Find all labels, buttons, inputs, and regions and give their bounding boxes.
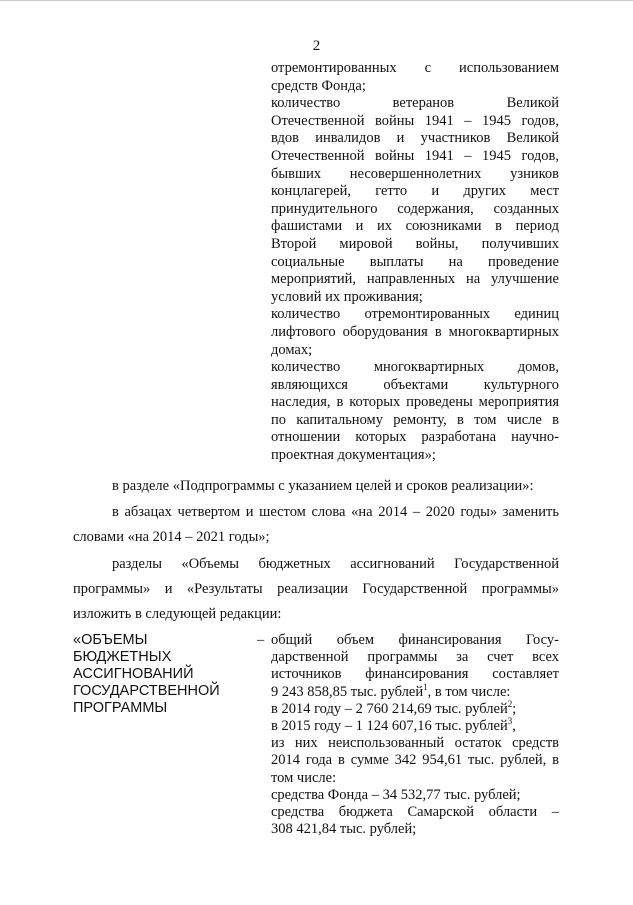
text-line: вдов инвалидов и участников Великой	[271, 130, 559, 147]
text-line: домах;	[271, 341, 313, 358]
paragraph-replace-words: в абзацах четвертом и шестом слова «на 2014 – 2020 годы» заменить	[112, 504, 559, 520]
paragraph-sections: разделы «Объемы бюджетных ассигнований Государственной	[112, 556, 559, 572]
paragraph-subprograms: в разделе «Подпрограммы с указанием целей и сроков реализации»:	[112, 478, 534, 494]
text-line: количество многоквартирных домов,	[271, 359, 559, 376]
label-dash: –	[257, 632, 265, 648]
text-line: по капитальному ремонту, в том числе в	[271, 411, 559, 428]
text-line: средства бюджета Самарской области –	[271, 804, 559, 821]
text-line: концлагерей, гетто и других мест	[271, 183, 559, 200]
funding-block-label	[73, 632, 243, 717]
text-line: мероприятий, направленных на улучшение	[271, 271, 559, 288]
text-line: бывших несовершеннолетних узников	[271, 165, 559, 182]
text-line: наследия, в которых проведены мероприятия	[271, 394, 559, 411]
text-line: принудительного содержания, созданных	[271, 200, 559, 217]
funding-block-text	[271, 632, 559, 838]
text-line: Отечественной войны 1941 – 1945 годов,	[271, 112, 559, 129]
text-line: количество ветеранов Великой	[271, 95, 559, 112]
indicators-column	[271, 60, 559, 465]
label-line: АССИГНОВАНИЙ	[73, 666, 194, 682]
text-line: Отечественной войны 1941 – 1945 годов,	[271, 147, 559, 164]
text-line	[271, 718, 559, 735]
text-line: социальные выплаты на проведение	[271, 253, 559, 270]
page-number: 2	[312, 38, 321, 54]
text-line	[271, 698, 559, 718]
text-line: лифтового оборудования в многоквартирных	[271, 323, 559, 340]
text-line: Второй мировой войны, получивших	[271, 235, 559, 252]
text-line: 308 421,84 тыс. рублей;	[271, 821, 417, 838]
text-line: проектная документация»;	[271, 447, 436, 464]
text-line: являющихся объектами культурного	[271, 376, 559, 393]
amount-2014: в 2014 году – 2 760 214,69 тыс. рублей	[271, 700, 508, 717]
text-line: условий их проживания;	[271, 288, 423, 305]
text-fragment: ,	[512, 718, 516, 735]
label-line: БЮДЖЕТНЫХ	[73, 649, 172, 665]
text-line: общий объем финансирования Госу-	[271, 632, 559, 648]
amount-2015: в 2015 году – 1 124 607,16 тыс. рублей	[271, 718, 508, 735]
scan-top-edge	[0, 0, 633, 1]
text-line: средств Фонда;	[271, 77, 366, 94]
text-fragment: ;	[512, 700, 517, 717]
label-line: ГОСУДАРСТВЕННОЙ	[73, 683, 220, 699]
label-line: «ОБЪЕМЫ	[73, 632, 148, 648]
text-line: количество отремонтированных единиц	[271, 306, 559, 323]
text-line: 2014 года в сумме 342 954,61 тыс. рублей, в	[271, 752, 559, 769]
text-line: отремонтированных с использованием	[271, 60, 559, 76]
total-amount: 9 243 858,85 тыс. рублей	[271, 683, 424, 700]
text-line: источников финансирования составляет	[271, 666, 559, 683]
text-line: из них неиспользованный остаток средств	[271, 735, 559, 752]
label-line: ПРОГРАММЫ	[73, 700, 168, 716]
paragraph-sections-cont: программы» и «Результаты реализации Государственной программы»	[73, 581, 559, 597]
text-line: фашистами и их союзниками в период	[271, 218, 559, 235]
footnote-mark: 1	[423, 681, 428, 692]
paragraph-sections-end: изложить в следующей редакции:	[73, 606, 282, 622]
paragraph-replace-words-cont: словами «на 2014 – 2021 годы»;	[73, 529, 270, 545]
text-line: том числе:	[271, 769, 337, 786]
footnote-mark: 2	[507, 698, 513, 709]
text-line: отношении которых разработана научно-	[271, 429, 559, 446]
text-line: средства Фонда – 34 532,77 тыс. рублей;	[271, 786, 521, 803]
text-line	[271, 681, 559, 701]
footnote-mark: 3	[507, 716, 513, 727]
text-line: дарственной программы за счет всех	[271, 649, 559, 666]
text-fragment: , в том числе:	[427, 683, 511, 700]
